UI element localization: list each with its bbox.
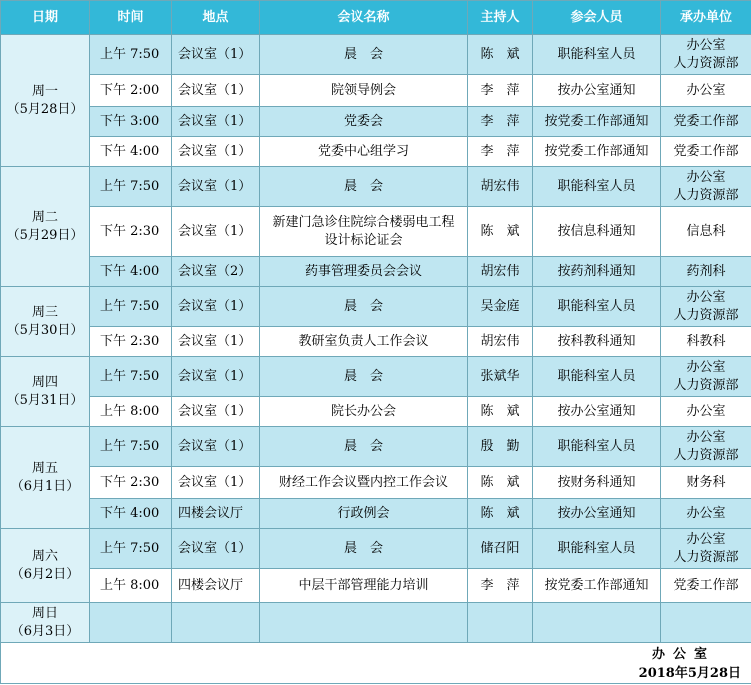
meeting-name: 院长办公会: [260, 397, 468, 427]
meeting-name: 晨 会: [260, 529, 468, 569]
footer-cell: [1, 643, 751, 684]
meeting-host: 陈 斌: [468, 35, 533, 75]
meeting-place: 会议室（1）: [172, 529, 260, 569]
meeting-place: 四楼会议厅: [172, 569, 260, 603]
meeting-unit: 办公室 人力资源部: [661, 167, 751, 207]
meeting-unit: 党委工作部: [661, 569, 751, 603]
header-row: [1, 1, 751, 35]
signature-date: 2018年5月28日: [638, 666, 741, 681]
meeting-host: 储召阳: [468, 529, 533, 569]
meeting-attendees: 职能科室人员: [533, 357, 661, 397]
meeting-time: 下午 4:00: [90, 137, 172, 167]
meeting-unit: 办公室 人力资源部: [661, 529, 751, 569]
meeting-time: 上午 8:00: [90, 569, 172, 603]
day-weekday: 周四: [31, 374, 58, 390]
meeting-host: 胡宏伟: [468, 327, 533, 357]
day-date: （6月3日）: [10, 623, 80, 639]
meeting-host: 陈 斌: [468, 397, 533, 427]
meeting-attendees: 按办公室通知: [533, 75, 661, 107]
table-row: [1, 467, 751, 499]
meeting-host: 吴金庭: [468, 287, 533, 327]
meeting-attendees: 按党委工作部通知: [533, 569, 661, 603]
meeting-time: 下午 2:30: [90, 207, 172, 257]
meeting-attendees: 按药剂科通知: [533, 257, 661, 287]
meeting-time: 上午 7:50: [90, 427, 172, 467]
meeting-name: 晨 会: [260, 287, 468, 327]
meeting-attendees: 职能科室人员: [533, 35, 661, 75]
meeting-time: 上午 7:50: [90, 529, 172, 569]
meeting-unit: 办公室 人力资源部: [661, 35, 751, 75]
meeting-time: 上午 7:50: [90, 35, 172, 75]
table-row: [1, 397, 751, 427]
meeting-attendees: 按办公室通知: [533, 397, 661, 427]
meeting-host: 陈 斌: [468, 467, 533, 499]
meeting-time: 上午 7:50: [90, 357, 172, 397]
header-unit: 承办单位: [661, 1, 751, 35]
meeting-unit: 财务科: [661, 467, 751, 499]
table-row: [1, 327, 751, 357]
meeting-place: 会议室（1）: [172, 467, 260, 499]
day-weekday: 周一: [31, 83, 58, 99]
meeting-time: [90, 603, 172, 643]
table-row: [1, 137, 751, 167]
meeting-unit: 办公室: [661, 397, 751, 427]
table-row: [1, 499, 751, 529]
day-cell: [1, 287, 90, 357]
meeting-attendees: 职能科室人员: [533, 167, 661, 207]
meeting-place: [172, 603, 260, 643]
footer-row: [1, 643, 751, 684]
meeting-time: 下午 4:00: [90, 499, 172, 529]
table-row: [1, 427, 751, 467]
meeting-host: 李 萍: [468, 137, 533, 167]
meeting-unit: 党委工作部: [661, 107, 751, 137]
meeting-name: [260, 603, 468, 643]
meeting-place: 会议室（1）: [172, 107, 260, 137]
meeting-place: 会议室（1）: [172, 357, 260, 397]
day-date: （6月1日）: [10, 478, 80, 494]
meeting-attendees: 按财务科通知: [533, 467, 661, 499]
meeting-host: 李 萍: [468, 569, 533, 603]
table-row: [1, 207, 751, 257]
meeting-attendees: 按办公室通知: [533, 499, 661, 529]
header-attendees: 参会人员: [533, 1, 661, 35]
meeting-name: 党委会: [260, 107, 468, 137]
meeting-name: 中层干部管理能力培训: [260, 569, 468, 603]
header-host: 主持人: [468, 1, 533, 35]
meeting-time: 下午 4:00: [90, 257, 172, 287]
day-date: （5月31日）: [6, 392, 84, 408]
meeting-place: 会议室（1）: [172, 397, 260, 427]
meeting-unit: [661, 603, 751, 643]
meeting-time: 上午 8:00: [90, 397, 172, 427]
meeting-place: 会议室（1）: [172, 327, 260, 357]
meeting-unit: 办公室: [661, 499, 751, 529]
day-date: （5月30日）: [6, 322, 84, 338]
table-row: [1, 603, 751, 643]
meeting-unit: 信息科: [661, 207, 751, 257]
day-weekday: 周六: [31, 548, 58, 564]
meeting-place: 会议室（1）: [172, 207, 260, 257]
meeting-host: [468, 603, 533, 643]
meeting-unit: 办公室 人力资源部: [661, 427, 751, 467]
meeting-host: 殷 勤: [468, 427, 533, 467]
day-weekday: 周日: [31, 605, 58, 621]
meeting-attendees: 职能科室人员: [533, 529, 661, 569]
meeting-time: 下午 2:00: [90, 75, 172, 107]
day-cell: [1, 35, 90, 167]
meeting-name: 药事管理委员会会议: [260, 257, 468, 287]
meeting-name: 新建门急诊住院综合楼弱电工程 设计标论证会: [260, 207, 468, 257]
meeting-place: 会议室（1）: [172, 75, 260, 107]
meeting-name: 晨 会: [260, 427, 468, 467]
day-date: （5月29日）: [6, 227, 84, 243]
meeting-host: 李 萍: [468, 107, 533, 137]
meeting-unit: 办公室: [661, 75, 751, 107]
table-row: [1, 569, 751, 603]
table-row: [1, 357, 751, 397]
meeting-host: 胡宏伟: [468, 257, 533, 287]
day-date: （5月28日）: [6, 101, 84, 117]
meeting-attendees: 按党委工作部通知: [533, 107, 661, 137]
meeting-place: 会议室（1）: [172, 167, 260, 207]
meeting-place: 会议室（1）: [172, 137, 260, 167]
day-cell: [1, 529, 90, 603]
meeting-host: 胡宏伟: [468, 167, 533, 207]
meeting-host: 张斌华: [468, 357, 533, 397]
meeting-time: 下午 3:00: [90, 107, 172, 137]
header-meeting-name: 会议名称: [260, 1, 468, 35]
table-row: [1, 75, 751, 107]
header-time: 时间: [90, 1, 172, 35]
meeting-unit: 党委工作部: [661, 137, 751, 167]
meeting-place: 会议室（1）: [172, 287, 260, 327]
meeting-place: 会议室（1）: [172, 35, 260, 75]
meeting-time: 上午 7:50: [90, 287, 172, 327]
table-row: [1, 167, 751, 207]
day-cell: [1, 357, 90, 427]
meeting-name: 晨 会: [260, 357, 468, 397]
meeting-place: 会议室（1）: [172, 427, 260, 467]
meeting-name: 党委中心组学习: [260, 137, 468, 167]
meeting-attendees: 按党委工作部通知: [533, 137, 661, 167]
table-row: [1, 107, 751, 137]
meeting-name: 晨 会: [260, 35, 468, 75]
meeting-place: 四楼会议厅: [172, 499, 260, 529]
meeting-name: 财经工作会议暨内控工作会议: [260, 467, 468, 499]
meeting-time: 下午 2:30: [90, 327, 172, 357]
table-row: [1, 529, 751, 569]
meeting-unit: 科教科: [661, 327, 751, 357]
day-weekday: 周二: [31, 209, 58, 225]
table-row: [1, 257, 751, 287]
meeting-host: 李 萍: [468, 75, 533, 107]
day-cell: [1, 167, 90, 287]
header-date: 日期: [1, 1, 90, 35]
table-row: [1, 35, 751, 75]
meeting-unit: 药剂科: [661, 257, 751, 287]
meeting-time: 上午 7:50: [90, 167, 172, 207]
meeting-host: 陈 斌: [468, 207, 533, 257]
schedule-body: [1, 35, 751, 643]
meeting-name: 晨 会: [260, 167, 468, 207]
meeting-attendees: 职能科室人员: [533, 287, 661, 327]
meeting-name: 教研室负责人工作会议: [260, 327, 468, 357]
meeting-unit: 办公室 人力资源部: [661, 357, 751, 397]
meeting-host: 陈 斌: [468, 499, 533, 529]
meeting-name: 行政例会: [260, 499, 468, 529]
meeting-name: 院领导例会: [260, 75, 468, 107]
meeting-time: 下午 2:30: [90, 467, 172, 499]
header-place: 地点: [172, 1, 260, 35]
day-cell: [1, 603, 90, 643]
signature-org: 办公室: [651, 647, 715, 662]
meeting-attendees: 按科教科通知: [533, 327, 661, 357]
meeting-place: 会议室（2）: [172, 257, 260, 287]
day-date: （6月2日）: [10, 566, 80, 582]
day-weekday: 周五: [31, 460, 58, 476]
day-cell: [1, 427, 90, 529]
meeting-attendees: 按信息科通知: [533, 207, 661, 257]
meeting-unit: 办公室 人力资源部: [661, 287, 751, 327]
day-weekday: 周三: [31, 304, 58, 320]
table-row: [1, 287, 751, 327]
meeting-attendees: [533, 603, 661, 643]
meeting-attendees: 职能科室人员: [533, 427, 661, 467]
